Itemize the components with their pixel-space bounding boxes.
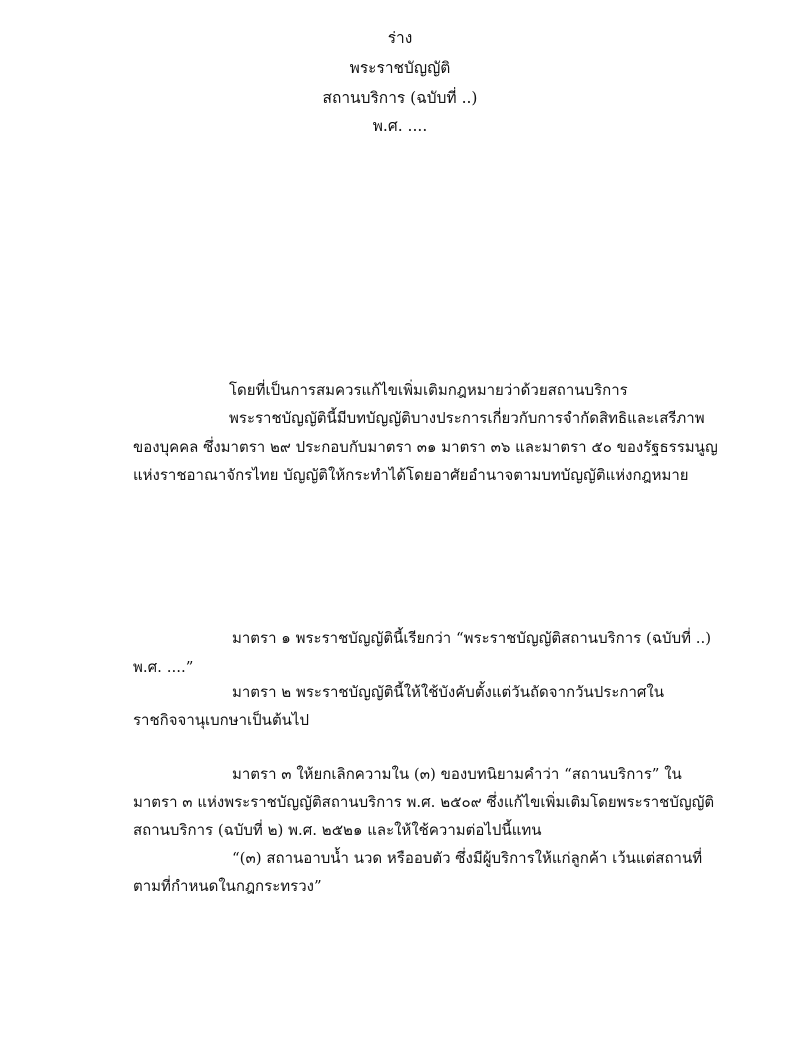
section-2-line-2: ราชกิจจานุเบกษาเป็นต้นไป bbox=[133, 711, 310, 729]
preamble-line-3: ของบุคคล ซึ่งมาตรา ๒๙ ประกอบกับมาตรา ๓๑ มาตรา ๓๖ และมาตรา ๕๐ ของรัฐธรรมนูญ bbox=[133, 438, 718, 456]
preamble-line-2: พระราชบัญญัตินี้มีบทบัญญัติบางประการเกี่ยวกับการจำกัดสิทธิและเสรีภาพ bbox=[229, 409, 705, 427]
section-1-line-2: พ.ศ. ....” bbox=[133, 658, 194, 676]
section-3-line-5: ตามที่กำหนดในกฎกระทรวง” bbox=[133, 877, 322, 895]
section-2-line-1: มาตรา ๒ พระราชบัญญัตินี้ให้ใช้บังคับตั้งแต่วันถัดจากวันประกาศใน bbox=[232, 683, 664, 701]
section-3-line-4: “(๓) สถานอาบน้ำ นวด หรืออบตัว ซึ่งมีผู้บริการให้แก่ลูกค้า เว้นแต่สถานที่ bbox=[232, 849, 703, 867]
act-name: สถานบริการ (ฉบับที่ ..) bbox=[322, 89, 478, 107]
draft-label: ร่าง bbox=[387, 29, 413, 47]
section-1-line-1: มาตรา ๑ พระราชบัญญัตินี้เรียกว่า “พระราชบัญญัติสถานบริการ (ฉบับที่ ..) bbox=[232, 629, 712, 647]
act-label: พระราชบัญญัติ bbox=[349, 59, 451, 77]
section-3-line-2: มาตรา ๓ แห่งพระราชบัญญัติสถานบริการ พ.ศ. ๒๕๐๙ ซึ่งแก้ไขเพิ่มเติมโดยพระราชบัญญัติ bbox=[133, 793, 715, 811]
section-3-line-3: สถานบริการ (ฉบับที่ ๒) พ.ศ. ๒๕๒๑ และให้ใช้ความต่อไปนี้แทน bbox=[133, 821, 542, 839]
preamble-line-4: แห่งราชอาณาจักรไทย บัญญัติให้กระทำได้โดยอาศัยอำนาจตามบทบัญญัติแห่งกฎหมาย bbox=[133, 466, 689, 484]
act-year: พ.ศ. .... bbox=[372, 117, 428, 135]
preamble-line-1: โดยที่เป็นการสมควรแก้ไขเพิ่มเติมกฎหมายว่าด้วยสถานบริการ bbox=[229, 381, 628, 399]
section-3-line-1: มาตรา ๓ ให้ยกเลิกความใน (๓) ของบทนิยามคำว่า “สถานบริการ” ใน bbox=[232, 765, 682, 783]
